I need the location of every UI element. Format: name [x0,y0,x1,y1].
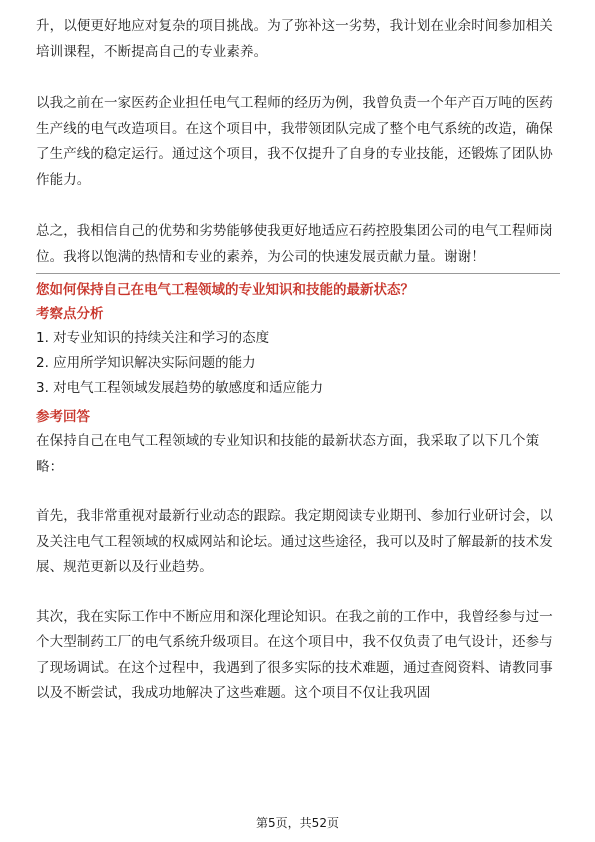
page-footer: 第5页，共52页 [256,816,339,830]
answer-paragraph-1: 在保持自己在电气工程领域的专业知识和技能的最新状态方面，我采取了以下几个策略： [36,433,540,475]
section-divider [36,273,560,274]
analysis-list [36,326,560,401]
interview-question: 您如何保持自己在电气工程领域的专业知识和技能的最新状态？ [36,282,414,298]
answer-heading: 参考回答 [36,409,90,425]
analysis-item: 2. 应用所学知识解决实际问题的能力 [36,355,256,371]
analysis-item: 1. 对专业知识的持续关注和学习的态度 [36,330,270,346]
answer-paragraph-3: 其次，我在实际工作中不断应用和深化理论知识。在我之前的工作中，我曾经参与过一个大型制药工厂的电气系统升级项目。在这个项目中，我不仅负责了电气设计，还参与了现场调试。在这个过程中，我遇到了很多实际的技术难题，通过查阅资料、请教同事以及不断尝试，我成功地解决了这些难题。这个项目不仅让我巩固 [36,608,553,701]
intro-paragraph-3: 总之，我相信自己的优势和劣势能够使我更好地适应石药控股集团公司的电气工程师岗位。我将以饱满的热情和专业的素养，为公司的快速发展贡献力量。谢谢！ [36,223,553,265]
analysis-item: 3. 对电气工程领域发展趋势的敏感度和适应能力 [36,380,324,396]
analysis-heading: 考察点分析 [36,306,104,322]
intro-paragraph-1: 升，以便更好地应对复杂的项目挑战。为了弥补这一劣势，我计划在业余时间参加相关培训课程，不断提高自己的专业素养。 [36,18,553,60]
document-body [36,14,560,707]
intro-paragraph-2: 以我之前在一家医药企业担任电气工程师的经历为例，我曾负责一个年产百万吨的医药生产线的电气改造项目。在这个项目中，我带领团队完成了整个电气系统的改造，确保了生产线的稳定运行。通过这个项目，我不仅提升了自身的专业技能，还锻炼了团队协作能力。 [36,95,553,188]
answer-paragraph-2: 首先，我非常重视对最新行业动态的跟踪。我定期阅读专业期刊、参加行业研讨会，以及关注电气工程领域的权威网站和论坛。通过这些途径，我可以及时了解最新的技术发展、规范更新以及行业趋势。 [36,508,553,575]
